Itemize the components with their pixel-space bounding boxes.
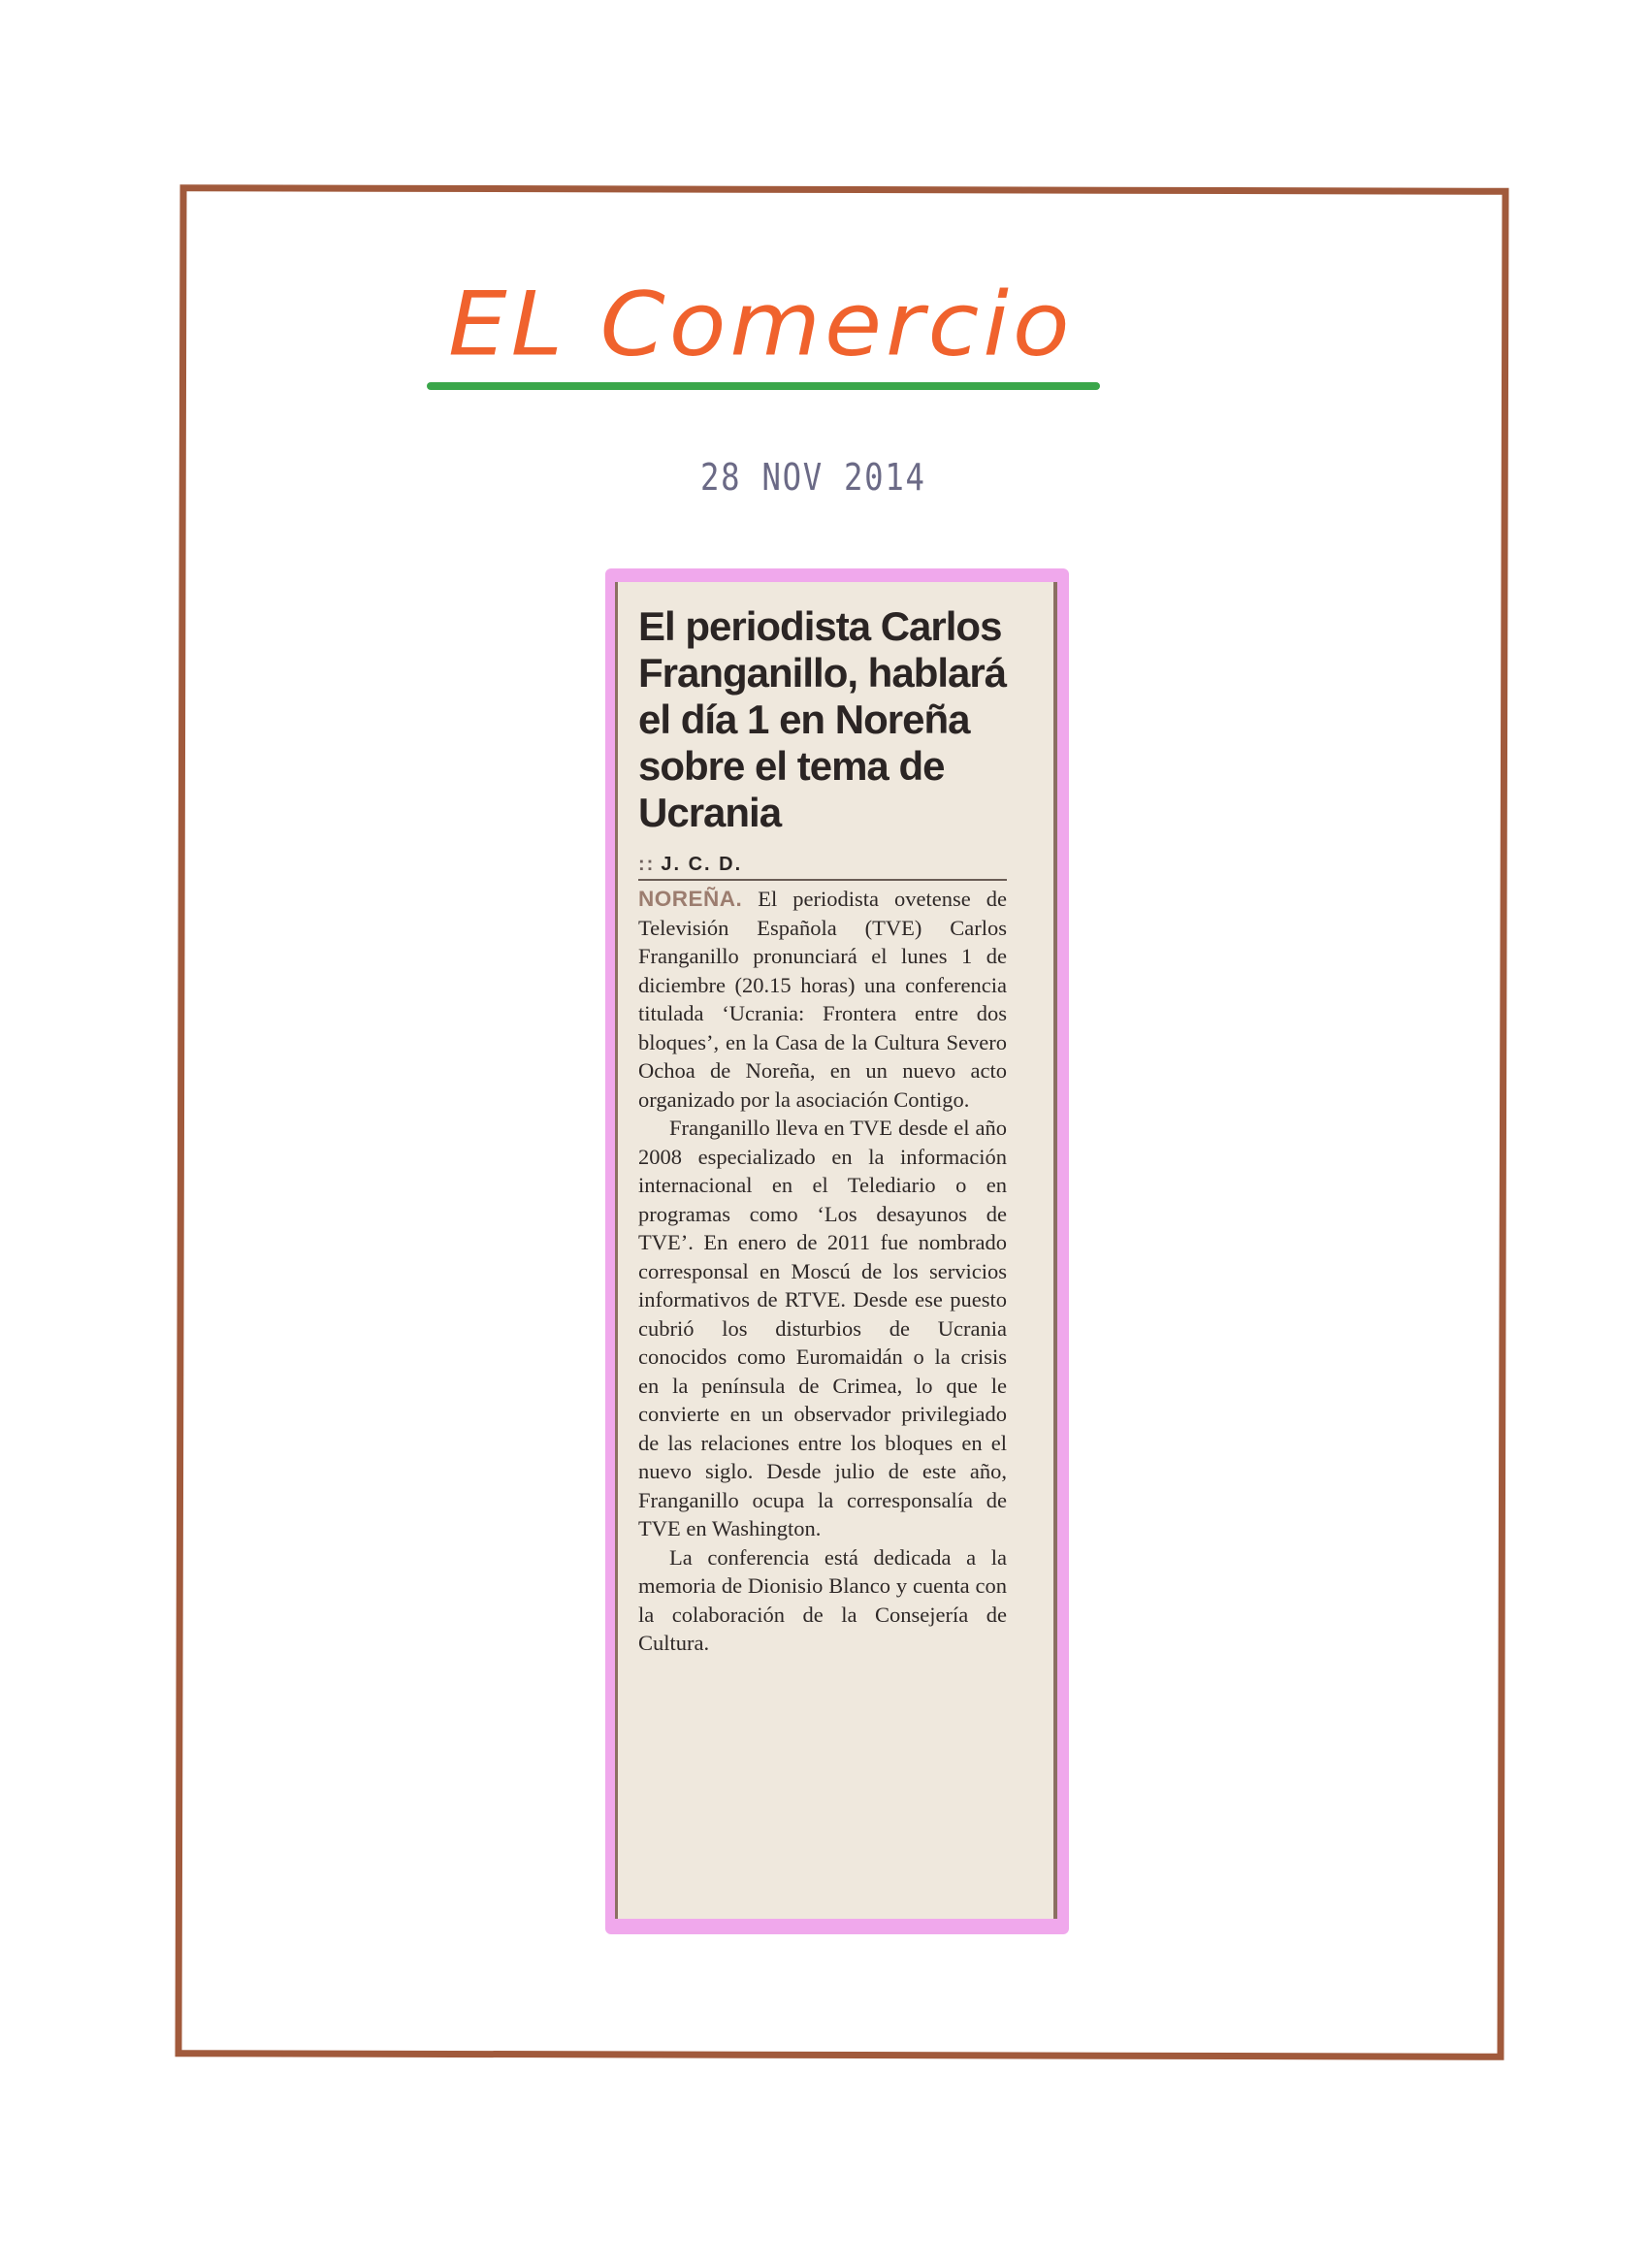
article-headline: El periodista Carlos Franganillo, hablará el día 1 en Noreña sobre el tema de Ucrania bbox=[638, 603, 1007, 835]
article-location: NOREÑA. bbox=[638, 887, 743, 911]
clipping-content bbox=[638, 603, 1007, 1658]
article-byline bbox=[638, 854, 1007, 881]
date-stamp: 28 NOV 2014 bbox=[700, 456, 926, 499]
article-paragraph bbox=[638, 885, 1007, 1114]
article-body bbox=[638, 885, 1007, 1658]
newspaper-masthead bbox=[427, 262, 1106, 398]
byline-mark: :: bbox=[638, 854, 656, 875]
masthead-title: EL Comercio bbox=[448, 272, 1074, 376]
paragraph-1-text: El periodista ovetense de Televisión Española (TVE) Carlos Franganillo pronunciará el lunes 1 de diciembre (20.15 horas) una conferencia titulada ‘Ucrania: Frontera entre dos bloques’, en la Casa de la Cultura Severo Ochoa de Noreña, en un nuevo acto organizado por la asociación Contigo. bbox=[638, 887, 1007, 1112]
masthead-underline bbox=[427, 382, 1100, 390]
byline-author: J. C. D. bbox=[661, 854, 743, 875]
newspaper-clipping bbox=[615, 582, 1057, 1919]
article-paragraph: La conferencia está dedicada a la memoria de Dionisio Blanco y cuenta con la colaboración de la Consejería de Cultura. bbox=[638, 1544, 1007, 1655]
article-paragraph: Franganillo lleva en TVE desde el año 2008 especializado en la información internacional en el Telediario o en programas como ‘Los desayunos de TVE’. En enero de 2011 fue nombrado corresponsal en Moscú de los servicios informativos de RTVE. Desde ese puesto cubrió los disturbios de Ucrania conocidos como Euromaidán o la crisis en la península de Crimea, lo que le convierte en un observador privilegiado de las relaciones entre los bloques en el nuevo siglo. Desde julio de este año, Franganillo ocupa la corresponsalía de TVE en Washington. bbox=[638, 1116, 1007, 1540]
